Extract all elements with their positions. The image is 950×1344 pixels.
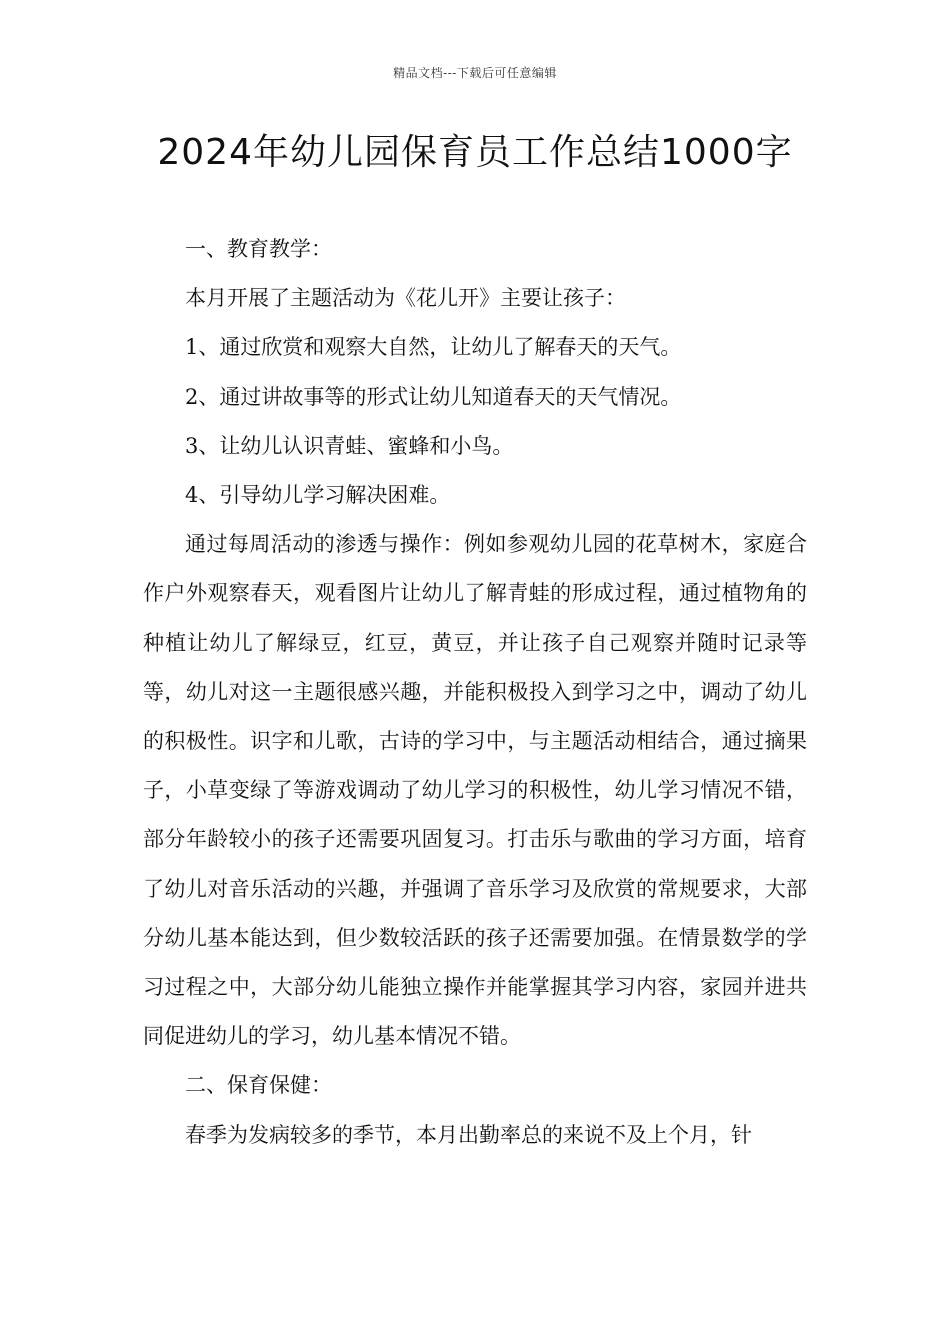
list-item-2: 2、通过讲故事等的形式让幼儿知道春天的天气情况。: [185, 384, 682, 409]
list-item-3: 3、让幼儿认识青蛙、蜜蜂和小鸟。: [185, 433, 514, 458]
document-body: [143, 225, 807, 1160]
paragraph-activities: 通过每周活动的渗透与操作：例如参观幼儿园的花草树木，家庭合作户外观察春天，观看图片让幼儿了解青蛙的形成过程，通过植物角的种植让幼儿了解绿豆，红豆，黄豆，并让孩子自己观察并随时记录等等，幼儿对这一主题很感兴趣，并能积极投入到学习之中，调动了幼儿的积极性。识字和儿歌，古诗的学习中，与主题活动相结合，通过摘果子，小草变绿了等游戏调动了幼儿学习的积极性，幼儿学习情况不错，部分年龄较小的孩子还需要巩固复习。打击乐与歌曲的学习方面，培育了幼儿对音乐活动的兴趣，并强调了音乐学习及欣赏的常规要求，大部分幼儿基本能达到，但少数较活跃的孩子还需要加强。在情景数学的学习过程之中，大部分幼儿能独立操作并能掌握其学习内容，家园并进共同促进幼儿的学习，幼儿基本情况不错。: [143, 532, 807, 1049]
document-title: 2024年幼儿园保育员工作总结1000字: [157, 132, 793, 173]
paragraph-theme-intro: 本月开展了主题活动为《花儿开》主要让孩子：: [185, 286, 626, 311]
section-heading-teaching: 一、教育教学：: [185, 237, 332, 261]
list-item-4: 4、引导幼儿学习解决困难。: [185, 483, 451, 508]
paragraph-care-intro: 春季为发病较多的季节，本月出勤率总的来说不及上个月，针: [185, 1122, 752, 1147]
list-item-1: 1、通过欣赏和观察大自然，让幼儿了解春天的天气。: [185, 335, 682, 360]
section-heading-care: 二、保育保健：: [185, 1073, 332, 1098]
header-note: 精品文档---下载后可任意编辑: [393, 66, 557, 80]
